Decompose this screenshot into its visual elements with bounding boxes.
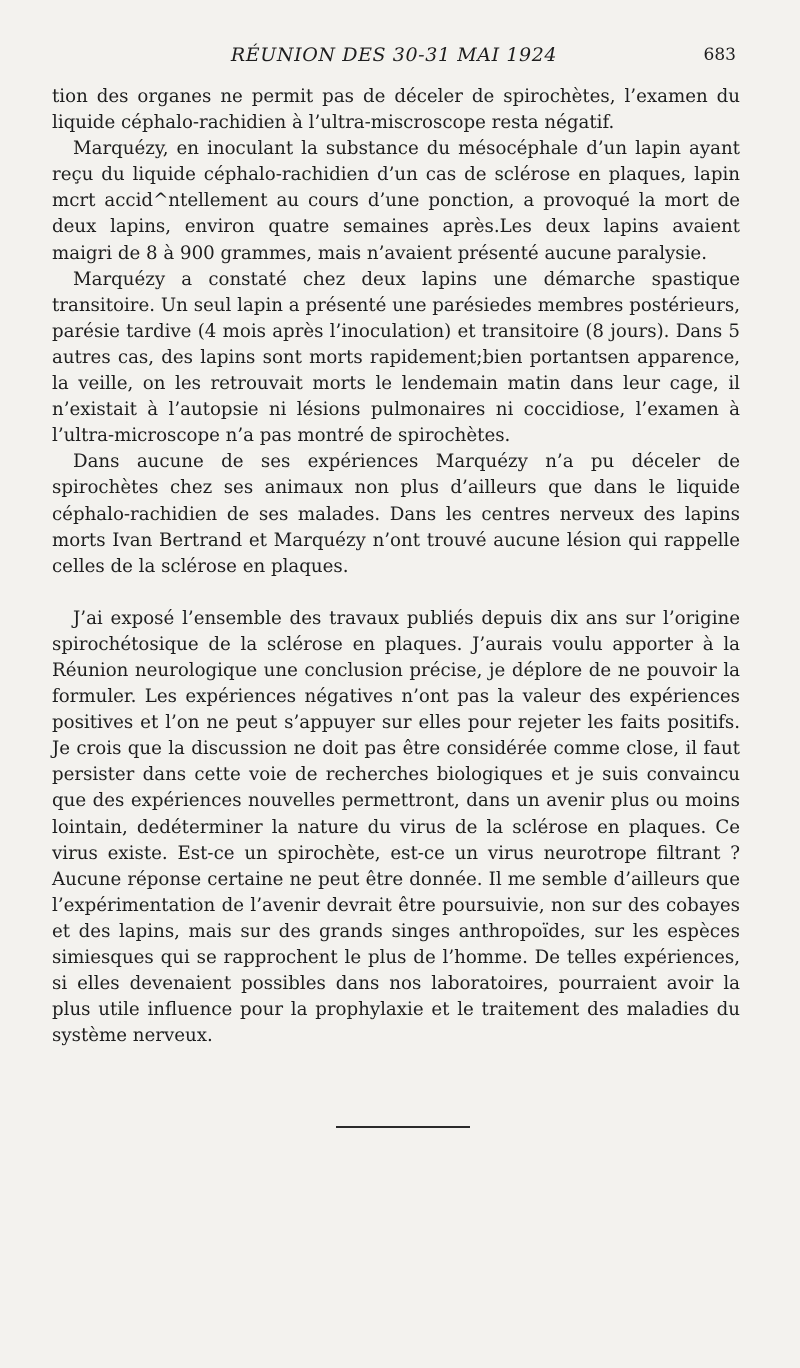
paragraph-continuation: tion des organes ne permit pas de déceler de spirochètes, l’examen du liquide céphalo-rachidien à l’ultra-miscroscope resta négatif. [52,86,740,134]
page-number: 683 [703,45,736,65]
running-header [52,40,736,70]
paragraph-no-spirochetes: Dans aucune de ses expériences Marquézy n’a pu déceler de spirochètes chez ses animaux non plus d’ailleurs que dans le liquide céphalo-rachidien de ses malades. Dans les centres nerveux des lapins morts Ivan Bertrand et Marquézy n’ont trouvé aucune lésion qui rappelle celles de la sclérose en plaques. [52,451,740,577]
paragraph-marquezy-inoculation: Marquézy, en inoculant la substance du mésocéphale d’un lapin ayant reçu du liquide céphalo-rachidien d’un cas de sclérose en plaques, lapin mcrt accid^ntellement au cours d’une ponction, a provoqué la mort de deux lapins, environ quatre semaines après.Les deux lapins avaient maigri de 8 à 900 grammes, mais n’avaient présenté aucune paralysie. [52,138,740,264]
end-rule [336,1126,470,1128]
paragraph-marquezy-observations: Marquézy a constaté chez deux lapins une démarche spastique transitoire. Un seul lapin a présenté une parésiedes membres postérieurs, parésie tardive (4 mois après l’inoculation) et transitoire (8 jours). Dans 5 autres cas, des lapins sont morts rapidement;bien portantsen apparence, la veille, on les retrouvait morts le lendemain matin dans leur cage, il n’existait à l’autopsie ni lésions pulmonaires ni coccidiose, l’examen à l’ultra-microscope n’a pas montré de spirochètes. [52,268,740,447]
paragraph-conclusion: J’ai exposé l’ensemble des travaux publiés depuis dix ans sur l’origine spirochétosique de la sclérose en plaques. J’aurais voulu apporter à la Réunion neurologique une conclusion précise, je déplore de ne pouvoir la formuler. Les expériences négatives n’ont pas la valeur des expériences positives et l’on ne peut s’appuyer sur elles pour rejeter les faits positifs. Je crois que la discussion ne doit pas être considérée comme close, il faut persister dans cette voie de recherches biologiques et je suis convaincu que des expériences nouvelles permettront, dans un avenir plus ou moins lointain, dedéterminer la nature du virus de la sclérose en plaques. Ce virus existe. Est-ce un spirochète, est-ce un virus neurotrope filtrant ? Aucune réponse certaine ne peut être donnée. Il me semble d’ailleurs que l’expérimentation de l’avenir devrait être poursuivie, non sur des cobayes et des lapins, mais sur des grands singes anthropoïdes, sur les espèces simiesques qui se rapprochent le plus de l’homme. De telles expériences, si elles devenaient possibles dans nos laboratoires, pourraient avoir la plus utile influence pour la prophylaxie et le traitement des maladies du système nerveux. [52,607,740,1047]
body-text [52,84,740,1049]
running-title: RÉUNION DES 30-31 MAI 1924 [230,44,558,66]
